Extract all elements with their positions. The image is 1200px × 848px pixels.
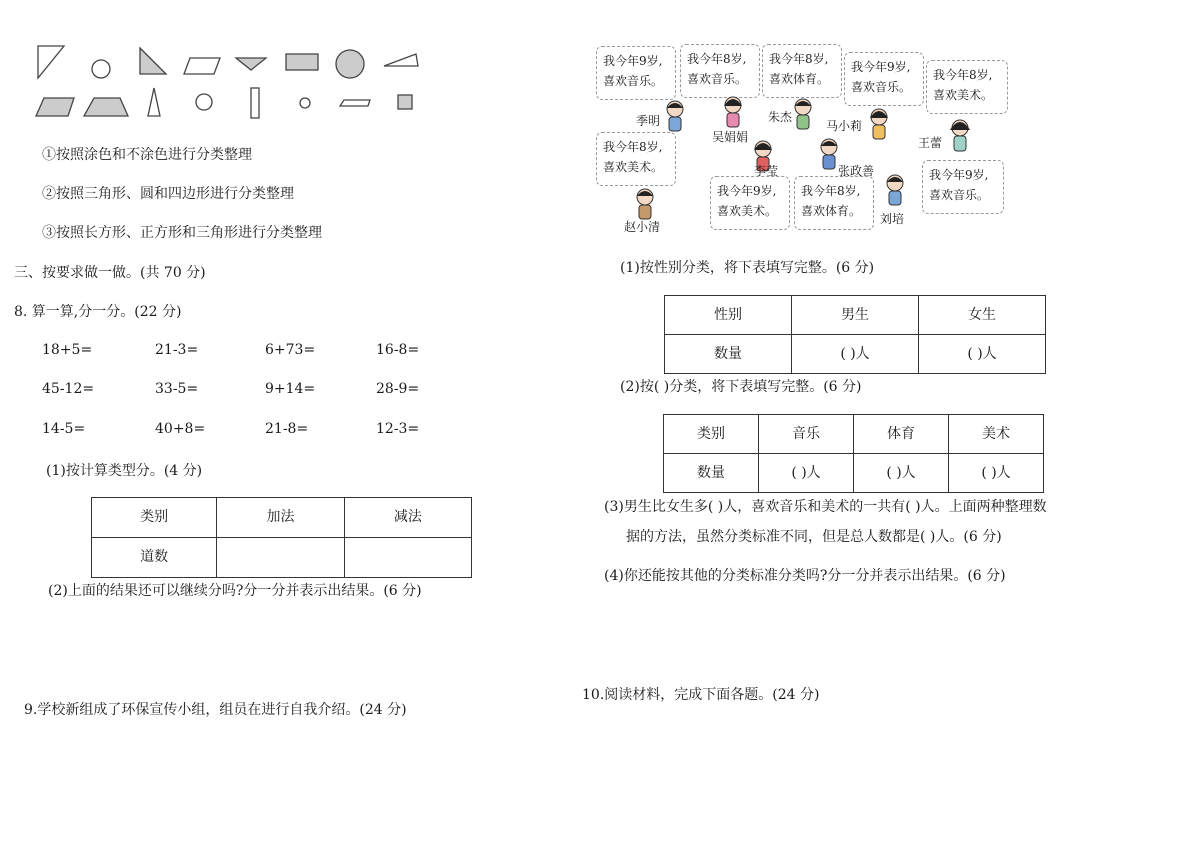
sub4-title: (4)你还能按其他的分类标准分类吗?分一分并表示出结果。(6 分): [604, 568, 1006, 584]
expression: 21-3=: [155, 342, 199, 358]
table-header: 体育: [854, 415, 949, 454]
expression: 14-5=: [42, 421, 86, 437]
bubble-line: 喜欢音乐。: [687, 72, 748, 86]
bubble-line: 喜欢美术。: [933, 88, 994, 102]
table-header: 类别: [92, 498, 217, 538]
answer-cell[interactable]: ( )人: [949, 454, 1044, 493]
expression: 18+5=: [42, 342, 93, 358]
thin-parallelogram-shape: [340, 100, 370, 106]
small-circle-shape: [92, 60, 110, 78]
expression: 40+8=: [155, 421, 206, 437]
sub3-line2: 据的方法，虽然分类标准不同，但是总人数都是( )人。(6 分): [626, 529, 1002, 545]
inverted-triangle-shape: [236, 58, 266, 70]
parallelogram-shape: [184, 58, 220, 74]
table-header: 减法: [344, 498, 471, 538]
bubble-line: 喜欢体育。: [769, 72, 830, 86]
child-name: 朱杰: [768, 110, 793, 124]
q10-title: 10.阅读材料，完成下面各题。(24 分): [582, 687, 820, 703]
right-triangle-shape: [38, 46, 64, 78]
answer-cell[interactable]: ( )人: [759, 454, 854, 493]
answer-cell[interactable]: [344, 538, 471, 578]
speech-bubble: [762, 44, 842, 98]
row-label: 数量: [664, 454, 759, 493]
option-3: ③按照长方形、正方形和三角形进行分类整理: [42, 225, 322, 241]
child-name: 季明: [636, 114, 661, 128]
child-figure: [948, 118, 972, 154]
answer-cell[interactable]: ( )人: [792, 335, 919, 374]
expression: 12-3=: [376, 421, 420, 437]
medium-circle-shape: [196, 94, 212, 110]
calc-type-table: [91, 497, 472, 578]
child-name: 赵小清: [624, 220, 661, 234]
q8-title: 8. 算一算,分一分。(22 分): [14, 304, 182, 320]
shapes-row-1: [30, 42, 430, 84]
rectangle-shape: [286, 54, 318, 70]
child-name: 马小莉: [826, 119, 863, 133]
bubble-line: 喜欢音乐。: [603, 74, 664, 88]
speech-bubble: [710, 176, 790, 230]
answer-cell[interactable]: [217, 538, 344, 578]
expression: 6+73=: [265, 342, 316, 358]
tall-triangle-shape: [148, 88, 160, 116]
tall-rectangle-shape: [251, 88, 259, 118]
expression: 28-9=: [376, 381, 420, 397]
table-header: 美术: [949, 415, 1044, 454]
expression: 21-8=: [265, 421, 309, 437]
slim-triangle-shape: [384, 54, 418, 66]
speech-bubble: [596, 46, 676, 100]
bubble-line: 我今年8岁,: [769, 52, 829, 66]
sub2-title: (2)按( )分类，将下表填写完整。(6 分): [620, 379, 862, 395]
expression: 45-12=: [42, 381, 95, 397]
table-header: 音乐: [759, 415, 854, 454]
speech-bubble: [680, 44, 760, 98]
table-header: 类别: [664, 415, 759, 454]
speech-bubble: [922, 160, 1004, 214]
child-name: 刘培: [880, 212, 905, 226]
bubble-line: 我今年9岁,: [929, 168, 989, 182]
child-name: 李莹: [754, 164, 779, 178]
small-square-shape: [398, 95, 412, 109]
table-header: 加法: [217, 498, 344, 538]
sub1-title: (1)按性别分类，将下表填写完整。(6 分): [620, 260, 875, 276]
row-label: 数量: [665, 335, 792, 374]
child-name: 王蕾: [918, 136, 943, 150]
q9-title: 9.学校新组成了环保宣传小组，组员在进行自我介绍。(24 分): [24, 702, 407, 718]
self-intro-illustration: [590, 40, 1020, 240]
table-header: 男生: [792, 296, 919, 335]
trapezoid-shape: [84, 98, 128, 116]
child-figure: [884, 174, 906, 208]
option-1: ①按照涂色和不涂色进行分类整理: [42, 147, 252, 163]
speech-bubble: [844, 52, 924, 106]
bubble-line: 喜欢体育。: [801, 204, 862, 218]
expression: 33-5=: [155, 381, 199, 397]
bubble-line: 我今年9岁,: [851, 60, 911, 74]
speech-bubble: [926, 60, 1008, 114]
table-header: 性别: [665, 296, 792, 335]
child-figure: [868, 108, 890, 142]
shapes-row-2: [30, 84, 430, 124]
hobby-table: [663, 414, 1044, 493]
bubble-line: 我今年9岁,: [717, 184, 777, 198]
bubble-line: 喜欢美术。: [603, 160, 664, 174]
bubble-line: 喜欢音乐。: [929, 188, 990, 202]
bubble-line: 我今年9岁,: [603, 54, 663, 68]
sub3-line1: (3)男生比女生多( )人，喜欢音乐和美术的一共有( )人。上面两种整理数: [604, 499, 1047, 515]
answer-cell[interactable]: ( )人: [919, 335, 1046, 374]
speech-bubble: [794, 176, 874, 230]
child-figure: [722, 96, 744, 130]
q8-sub1: (1)按计算类型分。(4 分): [46, 463, 203, 479]
gender-table: [664, 295, 1046, 374]
child-figure: [664, 100, 686, 134]
row-label: 道数: [92, 538, 217, 578]
shaded-triangle-shape: [140, 48, 166, 74]
bubble-line: 我今年8岁,: [603, 140, 663, 154]
tiny-circle-shape: [300, 98, 310, 108]
expression: 16-8=: [376, 342, 420, 358]
expression: 9+14=: [265, 381, 316, 397]
q8-sub2: (2)上面的结果还可以继续分吗?分一分并表示出结果。(6 分): [48, 583, 422, 599]
large-circle-shape: [336, 50, 364, 78]
child-name: 吴娟娟: [712, 130, 749, 144]
speech-bubble: [596, 132, 676, 186]
table-header: 女生: [919, 296, 1046, 335]
parallelogram-shape-2: [36, 98, 74, 116]
child-figure: [792, 98, 814, 132]
bubble-line: 喜欢音乐。: [851, 80, 912, 94]
answer-cell[interactable]: ( )人: [854, 454, 949, 493]
bubble-line: 喜欢美术。: [717, 204, 778, 218]
option-2: ②按照三角形、圆和四边形进行分类整理: [42, 186, 294, 202]
child-figure: [634, 188, 656, 222]
bubble-line: 我今年8岁,: [801, 184, 861, 198]
child-figure: [818, 138, 840, 172]
bubble-line: 我今年8岁,: [933, 68, 993, 82]
section-3-title: 三、按要求做一做。(共 70 分): [14, 265, 206, 281]
bubble-line: 我今年8岁,: [687, 52, 747, 66]
child-name: 张政善: [838, 164, 875, 178]
